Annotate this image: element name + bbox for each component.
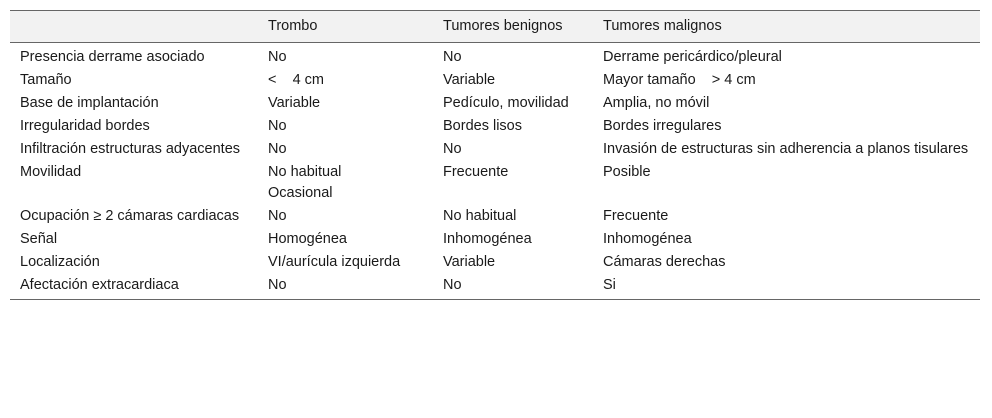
feature-cell: Infiltración estructuras adyacentes (20, 141, 241, 157)
table-row (10, 92, 980, 115)
benignos-cell: Variable (443, 72, 496, 88)
table-row (10, 69, 980, 92)
table-row (10, 43, 980, 70)
feature-cell: Movilidad (20, 164, 82, 180)
trombo-cell: No (268, 49, 287, 65)
trombo-cell: No (268, 141, 287, 157)
benignos-cell: Pedículo, movilidad (443, 95, 569, 111)
trombo-cell: Homogénea (268, 231, 347, 247)
table-row (10, 251, 980, 274)
benignos-cell: Inhomogénea (443, 231, 532, 247)
header-cell-benignos: Tumores benignos (433, 11, 593, 43)
malignos-cell: Si (593, 274, 980, 300)
benignos-cell: No habitual (443, 208, 517, 224)
table-row (10, 274, 980, 300)
feature-cell: Ocupación ≥ 2 cámaras cardiacas (20, 208, 240, 224)
malignos-cell: Amplia, no móvil (603, 95, 710, 111)
feature-cell: Localización (20, 254, 100, 270)
trombo-cell: No (258, 274, 433, 300)
malignos-cell: Frecuente (603, 208, 669, 224)
table-row (10, 228, 980, 251)
malignos-cell: Mayor tamaño > 4 cm (603, 72, 756, 88)
table-header (10, 11, 980, 43)
benignos-cell: No (443, 49, 462, 65)
malignos-cell: Inhomogénea (603, 231, 692, 247)
trombo-cell: No (268, 208, 287, 224)
header-cell-feature (10, 11, 258, 43)
benignos-cell: No (433, 274, 593, 300)
malignos-cell: Posible (603, 164, 651, 180)
table-row (10, 115, 980, 138)
trombo-cell: < 4 cm (268, 72, 325, 88)
trombo-cell: No (268, 118, 287, 134)
header-cell-trombo: Trombo (258, 11, 433, 43)
benignos-cell: Bordes lisos (443, 118, 522, 134)
benignos-cell: Variable (443, 254, 496, 270)
malignos-cell: Bordes irregulares (603, 118, 722, 134)
header-row (10, 11, 980, 43)
comparison-table-container (10, 10, 980, 300)
benignos-cell: Frecuente (443, 164, 509, 180)
feature-cell: Afectación extracardiaca (10, 274, 258, 300)
feature-cell: Base de implantación (20, 95, 159, 111)
feature-cell: Tamaño (20, 72, 72, 88)
table-row (10, 205, 980, 228)
trombo-cell: No habitual Ocasional (268, 164, 342, 201)
table-row (10, 161, 980, 205)
feature-cell: Presencia derrame asociado (20, 49, 205, 65)
table-row (10, 138, 980, 161)
feature-cell: Señal (20, 231, 58, 247)
feature-cell: Irregularidad bordes (20, 118, 150, 134)
comparison-table (10, 10, 980, 300)
trombo-cell: Variable (268, 95, 321, 111)
trombo-cell: VI/aurícula izquierda (268, 254, 401, 270)
table-body (10, 43, 980, 300)
malignos-cell: Cámaras derechas (603, 254, 726, 270)
benignos-cell: No (443, 141, 462, 157)
malignos-cell: Derrame pericárdico/pleural (603, 49, 782, 65)
malignos-cell: Invasión de estructuras sin adherencia a planos tisulares (603, 141, 969, 157)
header-cell-malignos: Tumores malignos (593, 11, 980, 43)
